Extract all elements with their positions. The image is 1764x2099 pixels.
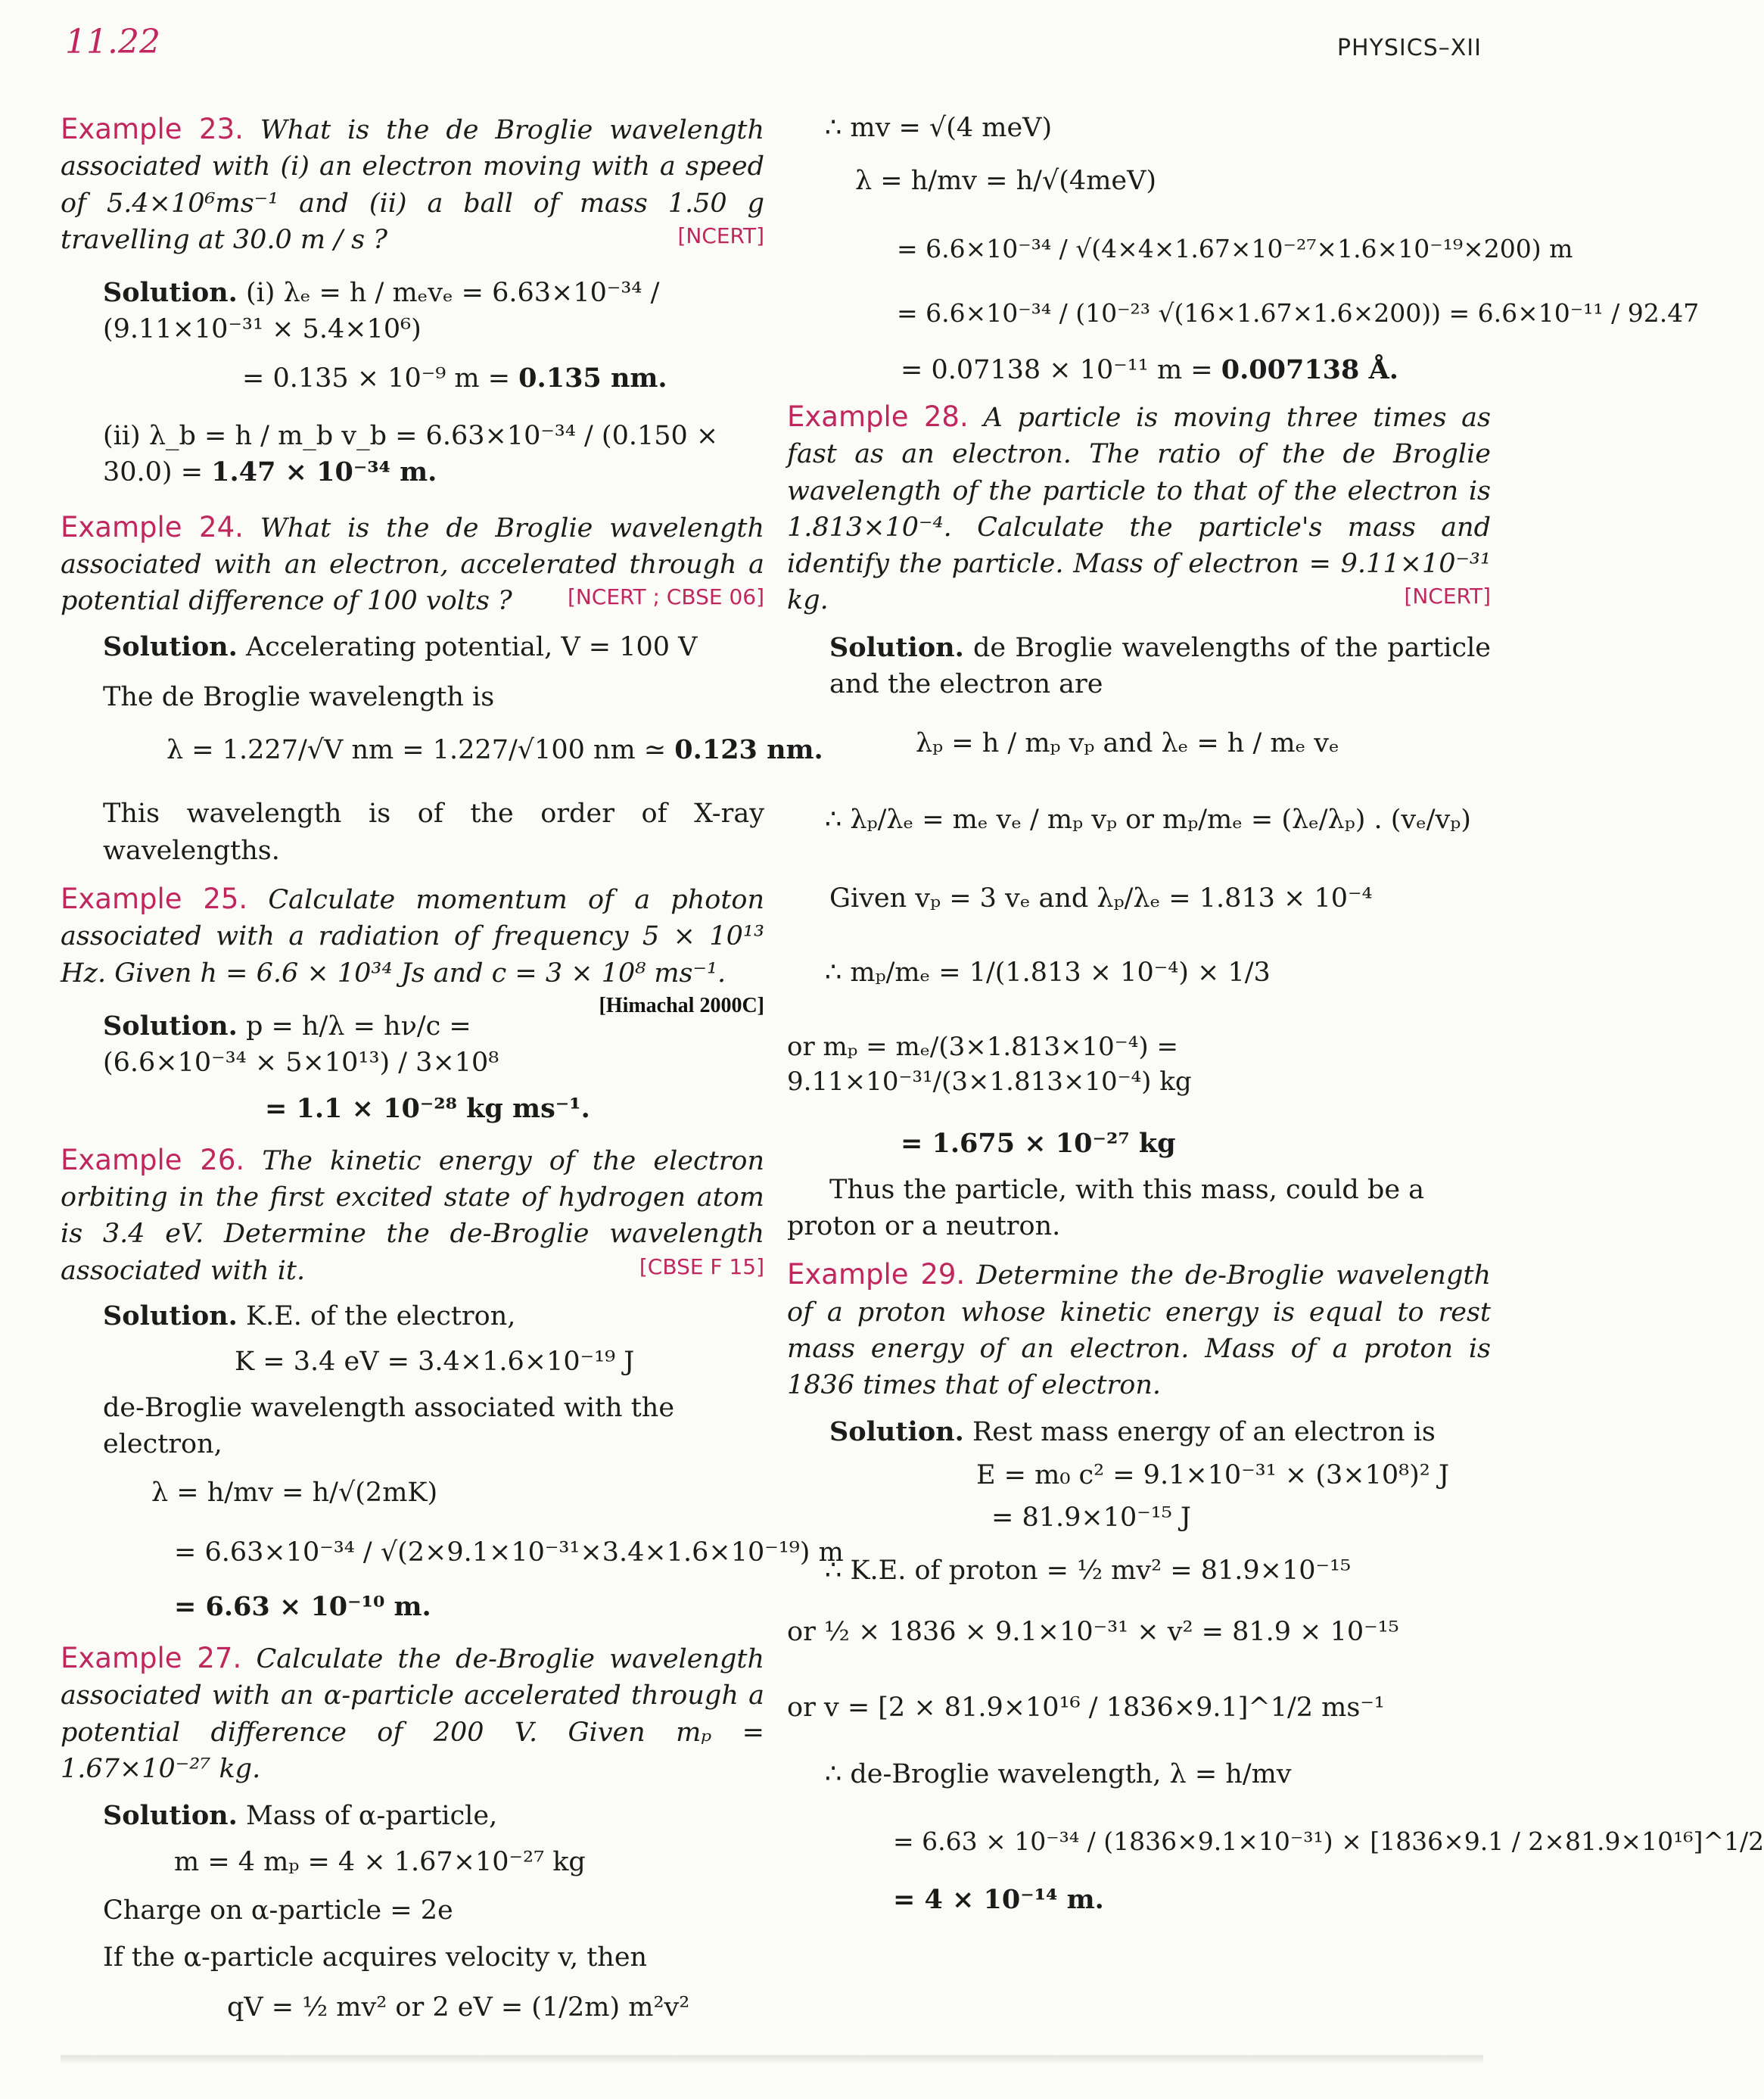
equation: or ½ × 1836 × 9.1×10⁻³¹ × v² = 81.9 × 10⁻¹⁵ (787, 1616, 1399, 1647)
solution-label: Solution. (103, 1800, 238, 1832)
equation: ∴ de-Broglie wavelength, λ = h/mv (825, 1759, 1292, 1790)
solution-text: Accelerating potential, V = 100 V (245, 631, 698, 662)
example-question: Calculate momentum of a photon associated with a radiation of frequency 5 × 10¹³ Hz. Given h = 6.6 × 10³⁴ Js and c = 3 × 10⁸ ms⁻¹. (61, 885, 764, 989)
equation: (ii) λ_b = h / m_b v_b = 6.63×10⁻³⁴ / (0.150 × 30.0) = 1.47 × 10⁻³⁴ m. (103, 421, 719, 488)
example-question: What is the de Broglie wavelength associated with (i) an electron moving with a speed of 5.4×10⁶ms⁻¹ and (ii) a ball of mass 1.50 g travelling at 30.0 m / s ? (61, 115, 765, 255)
equation: ∴ mv = √(4 meV) (825, 113, 1053, 143)
solution-label: Solution. (103, 277, 238, 309)
solution-text: Rest mass energy of an electron is (972, 1417, 1436, 1448)
example-label: Example 28. (787, 400, 969, 433)
equation: = 1.1 × 10⁻²⁸ kg ms⁻¹. (265, 1092, 590, 1124)
example-question: A particle is moving three times as fast as an electron. The ratio of the de Broglie wavelength of the particle to that of the electron is 1.813×10⁻⁴. Calculate the particle's mass and identify the particle. Mass of electron = 9.11×10⁻³¹ kg. (787, 402, 1492, 616)
equation: E = m₀ c² = 9.1×10⁻³¹ × (3×10⁸)² J (976, 1459, 1449, 1490)
example-25 (61, 880, 764, 1017)
text-line: Charge on α-particle = 2e (103, 1895, 453, 1926)
text-line: The de Broglie wavelength is (103, 681, 495, 712)
source-tag: [Himachal 2000C] (599, 993, 764, 1017)
right-column (787, 102, 1764, 1918)
solution-label: Solution. (829, 1416, 964, 1448)
equation: or mₚ = mₑ/(3×1.813×10⁻⁴) = 9.11×10⁻³¹/(3×1.813×10⁻⁴) kg (787, 1031, 1192, 1098)
source-tag: [NCERT] (677, 223, 764, 248)
solution-label: Solution. (829, 631, 964, 663)
equation: or v = [2 × 81.9×10¹⁶ / 1836×9.1]^1/2 ms⁻¹ (787, 1692, 1385, 1723)
example-24 (61, 508, 764, 620)
equation: = 6.63×10⁻³⁴ / √(2×9.1×10⁻³¹×3.4×1.6×10⁻¹⁹) m (174, 1537, 844, 1568)
example-label: Example 25. (61, 883, 248, 916)
equation: = 1.675 × 10⁻²⁷ kg (901, 1128, 1176, 1160)
equation: ∴ K.E. of proton = ½ mv² = 81.9×10⁻¹⁵ (825, 1556, 1352, 1587)
equation: Given vₚ = 3 vₑ and λₚ/λₑ = 1.813 × 10⁻⁴ (829, 883, 1373, 914)
equation: = 0.07138 × 10⁻¹¹ m = 0.007138 Å. (901, 353, 1398, 385)
equation: ∴ λₚ/λₑ = mₑ vₑ / mₚ vₚ or mₚ/mₑ = (λₑ/λₚ) . (vₑ/vₚ) (825, 804, 1471, 835)
text-line: This wavelength is of the order of X-ray wavelengths. (103, 799, 764, 866)
equation: = 6.6×10⁻³⁴ / (10⁻²³ √(16×1.67×1.6×200)) = 6.6×10⁻¹¹ / 92.47 (897, 298, 1700, 329)
text-line: Thus the particle, with this mass, could be a proton or a neutron. (787, 1174, 1425, 1241)
book-title: PHYSICS–XII (1336, 35, 1482, 61)
example-question: The kinetic energy of the electron orbiting in the first excited state of hydrogen atom is 3.4 eV. Determine the de-Broglie wavelength associated with it. (61, 1145, 764, 1286)
equation: λ = h/mv = h/√(2mK) (151, 1478, 438, 1509)
example-27 (61, 1639, 764, 1787)
example-label: Example 23. (61, 113, 244, 145)
solution-27 (61, 1798, 764, 1834)
solution-label: Solution. (103, 1010, 238, 1042)
solution-text: K.E. of the electron, (245, 1301, 516, 1332)
solution-29 (787, 1414, 1491, 1450)
equation: ∴ mₚ/mₑ = 1/(1.813 × 10⁻⁴) × 1/3 (825, 958, 1271, 989)
solution-26 (61, 1298, 764, 1334)
solution-23 (61, 275, 764, 348)
source-tag: [NCERT ; CBSE 06] (567, 584, 764, 610)
example-26 (61, 1141, 764, 1289)
equation: = 6.63 × 10⁻³⁴ / (1836×9.1×10⁻³¹) × [1836×9.1 / 2×81.9×10¹⁶]^1/2 (893, 1827, 1764, 1857)
equation: m = 4 mₚ = 4 × 1.67×10⁻²⁷ kg (174, 1846, 586, 1877)
equation: λ = 1.227/√V nm = 1.227/√100 nm ≃ 0.123 nm. (166, 734, 823, 766)
example-question: Determine the de-Broglie wavelength of a proton whose kinetic energy is equal to rest mass energy of an electron. Mass of a proton is 1836 times that of electron. (787, 1260, 1491, 1401)
solution-text: Mass of α-particle, (245, 1801, 498, 1832)
equation: = 4 × 10⁻¹⁴ m. (893, 1884, 1104, 1916)
equation: (i) λₑ = h / mₑvₑ = 6.63×10⁻³⁴ / (9.11×10⁻³¹ × 5.4×10⁶) (103, 278, 660, 345)
equation: K = 3.4 eV = 3.4×1.6×10⁻¹⁹ J (235, 1347, 635, 1378)
example-label: Example 24. (61, 510, 244, 543)
equation: = 6.63 × 10⁻¹⁰ m. (174, 1590, 431, 1622)
solution-text: de Broglie wavelengths of the particle and the electron are (829, 632, 1491, 700)
source-tag: [NCERT] (1404, 584, 1491, 609)
example-question: Calculate the de-Broglie wavelength associated with an α-particle accelerated through a potential difference of 200 V. Given mₚ = 1.67×10⁻²⁷ kg. (61, 1644, 764, 1784)
page-bottom-edge (61, 2055, 1483, 2063)
equation: λ = h/mv = h/√(4meV) (855, 166, 1157, 197)
solution-label: Solution. (103, 1300, 238, 1332)
equation: = 0.135 × 10⁻⁹ m = 0.135 nm. (242, 362, 667, 394)
left-column (61, 102, 844, 2026)
source-tag: [CBSE F 15] (639, 1253, 764, 1279)
example-29 (787, 1255, 1491, 1403)
example-28 (787, 397, 1491, 619)
solution-28 (787, 630, 1491, 703)
text-line: If the α-particle acquires velocity v, then (103, 1942, 648, 1973)
equation: = 6.6×10⁻³⁴ / √(4×4×1.67×10⁻²⁷×1.6×10⁻¹⁹×200) m (897, 233, 1573, 263)
page-number: 11.22 (65, 23, 160, 61)
example-label: Example 29. (787, 1258, 966, 1291)
solution-label: Solution. (103, 631, 238, 662)
solution-24 (61, 629, 764, 665)
equation: λₚ = h / mₚ vₚ and λₑ = h / mₑ vₑ (916, 728, 1339, 759)
equation: p = h/λ = hν/c = (6.6×10⁻³⁴ × 5×10¹³) / 3×10⁸ (103, 1011, 499, 1079)
example-question: What is the de Broglie wavelength associated with an electron, accelerated through a potential difference of 100 volts ? (61, 512, 765, 617)
text-line: de-Broglie wavelength associated with the electron, (103, 1392, 675, 1459)
equation: = 81.9×10⁻¹⁵ J (991, 1503, 1191, 1533)
equation: qV = ½ mv² or 2 eV = (1/2m) m²v² (227, 1992, 690, 2023)
example-label: Example 27. (61, 1642, 242, 1675)
example-label: Example 26. (61, 1143, 245, 1176)
example-23 (61, 110, 764, 258)
